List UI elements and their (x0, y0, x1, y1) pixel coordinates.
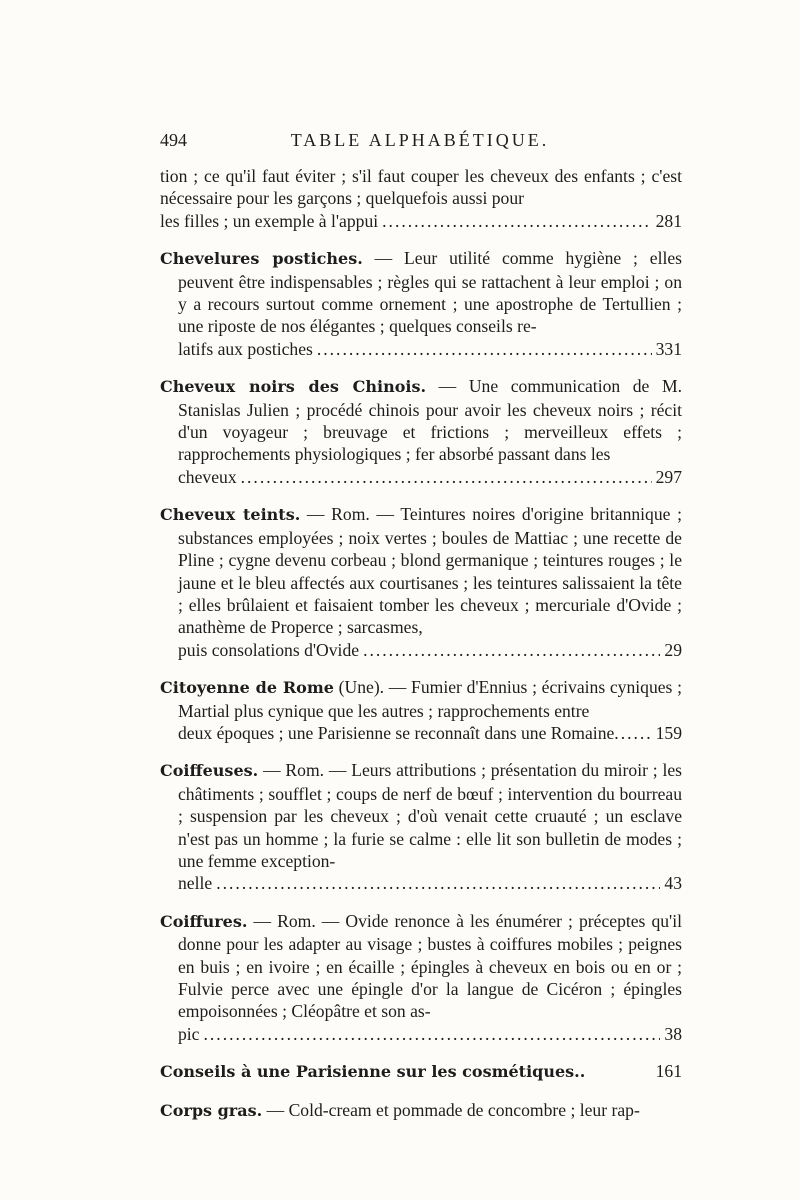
entry-heading: Coiffeuses. (160, 761, 259, 781)
entry-text: — Rom. — Teintures noires d'origine britannique ; substances employées ; noix vertes ; boules de Mattiac ; une recette de Pline ; cygne devenu corbeau ; blond germanique ; teintures rouges ; le jaune et le bleu affectés aux courtisanes ; les teintures salissaient la tête ; elles brûlaient et faisaient tomber les cheveux ; mercuriale d'Ovide ; anathème de Properce ; sarcasmes, (178, 504, 683, 638)
index-entry (160, 165, 682, 232)
entry-last-line (178, 872, 682, 894)
entry-last-line (178, 338, 682, 360)
dot-leader (204, 1023, 661, 1045)
entry-text: — Cold-cream et pommade de concombre ; leur rap- (262, 1099, 640, 1120)
dot-leader (382, 210, 651, 232)
entry-page-ref: 43 (664, 873, 682, 894)
dot-leader (241, 466, 652, 488)
index-entry (160, 910, 682, 1045)
entry-heading: Citoyenne de Rome (160, 678, 334, 698)
dot-leader (317, 338, 652, 360)
page-number: 494 (160, 130, 187, 150)
entry-page-ref: 297 (655, 466, 682, 487)
entry-last-line (178, 722, 682, 744)
entry-text: tion ; ce qu'il faut éviter ; s'il faut couper les cheveux des enfants ; c'est nécessaire pour les garçons ; quelquefois aussi pour (160, 166, 682, 209)
entry-page-ref: 281 (655, 210, 682, 231)
index-content (160, 165, 682, 1137)
entry-last-line-text: nelle (178, 873, 213, 894)
index-entry (160, 247, 682, 360)
entry-text: (Une). — Fumier d'Ennius ; écrivains cyniques ; Martial plus cynique que les autres ; rapprochements entre (178, 677, 682, 721)
index-entry (160, 676, 682, 744)
entry-last-line (178, 466, 682, 488)
entry-heading: Cheveux noirs des Chinois. (160, 377, 427, 397)
entry-last-line (178, 639, 682, 661)
entry-text: — Une communication de M. Stanislas Julien ; procédé chinois pour avoir les cheveux noirs ; récit d'un voyageur ; breuvage et frictions ; merveilleux effets ; rapprochements physiologiques ; fer absorbé passant dans les (178, 376, 682, 465)
index-entry (160, 503, 682, 661)
index-entry (160, 1060, 682, 1083)
entry-heading: Coiffures. (160, 911, 248, 931)
entry-page-ref: 29 (664, 639, 682, 660)
entry-last-line (178, 1023, 682, 1045)
entry-last-line-text: puis consolations d'Ovide (178, 639, 360, 660)
entry-heading: Chevelures postiches. (160, 249, 363, 269)
dot-leader (621, 722, 654, 744)
index-entry (160, 1099, 682, 1122)
entry-page-ref: 38 (664, 1023, 682, 1044)
entry-page-ref: 331 (655, 338, 682, 359)
page-header (160, 130, 680, 154)
entry-page-ref: 161 (655, 1061, 682, 1082)
dot-leader (216, 872, 660, 894)
dot-leader (363, 639, 660, 661)
entry-last-line-text: deux époques ; une Parisienne se reconnaît dans une Romaine. (178, 722, 619, 743)
running-title: TABLE ALPHABÉTIQUE. (290, 130, 550, 150)
entry-last-line (160, 210, 682, 232)
entry-text: — Leur utilité comme hygiène ; elles peuvent être indispensables ; règles qui se rattachent à leur emploi ; on y a recours surtout comme ornement ; une apostrophe de Tertullien ; une riposte de nos élégantes ; quelques conseils re- (178, 248, 682, 337)
entry-last-line-text: cheveux (178, 466, 237, 487)
index-entry (160, 375, 682, 488)
index-entry (160, 759, 682, 894)
entry-text: — Rom. — Ovide renonce à les énumérer ; préceptes qu'il donne pour les adapter au visage ; bustes à coiffures mobiles ; peignes en buis ; en ivoire ; en écaille ; épingles à cheveux en bois ou en or ; Fulvie perce avec une épingle d'or la langue de Cicéron ; épingles empoisonnées ; Cléopâtre et son as- (178, 910, 682, 1022)
entry-last-line-text: les filles ; un exemple à l'appui (160, 210, 379, 231)
entry-heading: Cheveux teints. (160, 505, 301, 525)
entry-heading: Corps gras. (160, 1100, 263, 1120)
entry-last-line-text: latifs aux postiches (178, 338, 313, 359)
entry-heading: Conseils à une Parisienne sur les cosmétiques.. (160, 1062, 586, 1082)
entry-last-line-text: pic (178, 1023, 200, 1044)
entry-text: — Rom. — Leurs attributions ; présentation du miroir ; les châtiments ; soufflet ; coups de nerf de bœuf ; intervention du bourreau ; suspension par les cheveux ; d'où venait cette cruauté ; un esclave n'est pas un homme ; la furie se calme : elle lit son bulletin de modes ; une femme exception- (178, 760, 682, 871)
entry-page-ref: 159 (655, 722, 682, 743)
